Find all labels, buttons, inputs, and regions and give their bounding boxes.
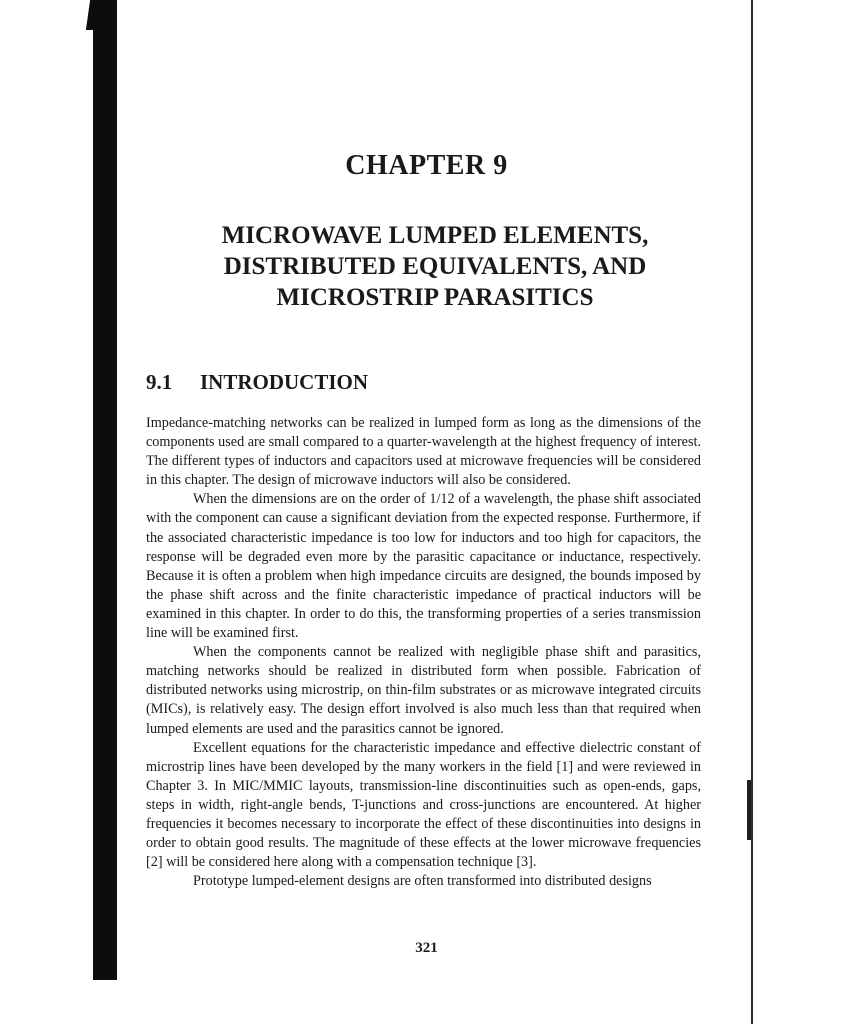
chapter-title [150,220,720,313]
paragraph-4: Excellent equations for the characteristic impedance and effective dielectric constant of microstrip lines have been developed by the many workers in the field [1] and were reviewed in Chapter 3. In MIC/MMIC layouts, transmission-line discontinuities such as open-ends, gaps, steps in width, right-angle bends, T-junctions and cross-junctions are encountered. At higher frequencies it becomes necessary to incorporate the effect of these discontinuities into designs in order to obtain good results. The magnitude of these effects at the lower microwave frequencies [2] will be considered here along with a compensation technique [3]. [146,739,701,871]
paragraph-2: When the dimensions are on the order of 1/12 of a wavelength, the phase shift associated with the component can cause a significant deviation from the expected response. Furthermore, if the associated characteristic impedance is too low for inductors and too high for capacitors, the response will be degraded even more by the parasitic capacitance or inductance, respectively. Because it is often a problem when high impedance circuits are designed, the bounds imposed by the phase shift across and the finite characteristic impedance of practical inductors will be examined in this chapter. In order to do this, the transforming properties of a series transmission line will be examined first. [146,491,701,642]
chapter-title-line-2: DISTRIBUTED EQUIVALENTS, AND [223,253,647,280]
paragraph-3: When the components cannot be realized with negligible phase shift and parasitics, matching networks should be realized in distributed form when possible. Fabrication of distributed networks using microstrip, on thin-film substrates or as microwave integrated circuits (MICs), is relatively easy. The design effort involved is also much less than that required when lumped elements are used and the parasitics cannot be ignored. [146,644,701,737]
chapter-label: CHAPTER 9 [345,150,508,181]
book-spine-shadow [93,0,117,980]
chapter-title-line-1: MICROWAVE LUMPED ELEMENTS, [221,222,649,249]
section-number: 9.1 [146,370,173,394]
body-text [146,414,701,891]
section-title: INTRODUCTION [200,370,369,394]
page-edge-mark [747,780,751,840]
paragraph-1: Impedance-matching networks can be realized in lumped form as long as the dimensions of the components used are small compared to a quarter-wavelength at the highest frequency of interest. The different types of inductors and capacitors used at microwave frequencies will be considered in this chapter. The design of microwave inductors will also be considered. [146,415,701,489]
page-number: 321 [415,940,438,956]
chapter-title-line-3: MICROSTRIP PARASITICS [276,284,594,311]
section-heading [146,370,368,395]
paragraph-5: Prototype lumped-element designs are often transformed into distributed designs [193,873,652,890]
